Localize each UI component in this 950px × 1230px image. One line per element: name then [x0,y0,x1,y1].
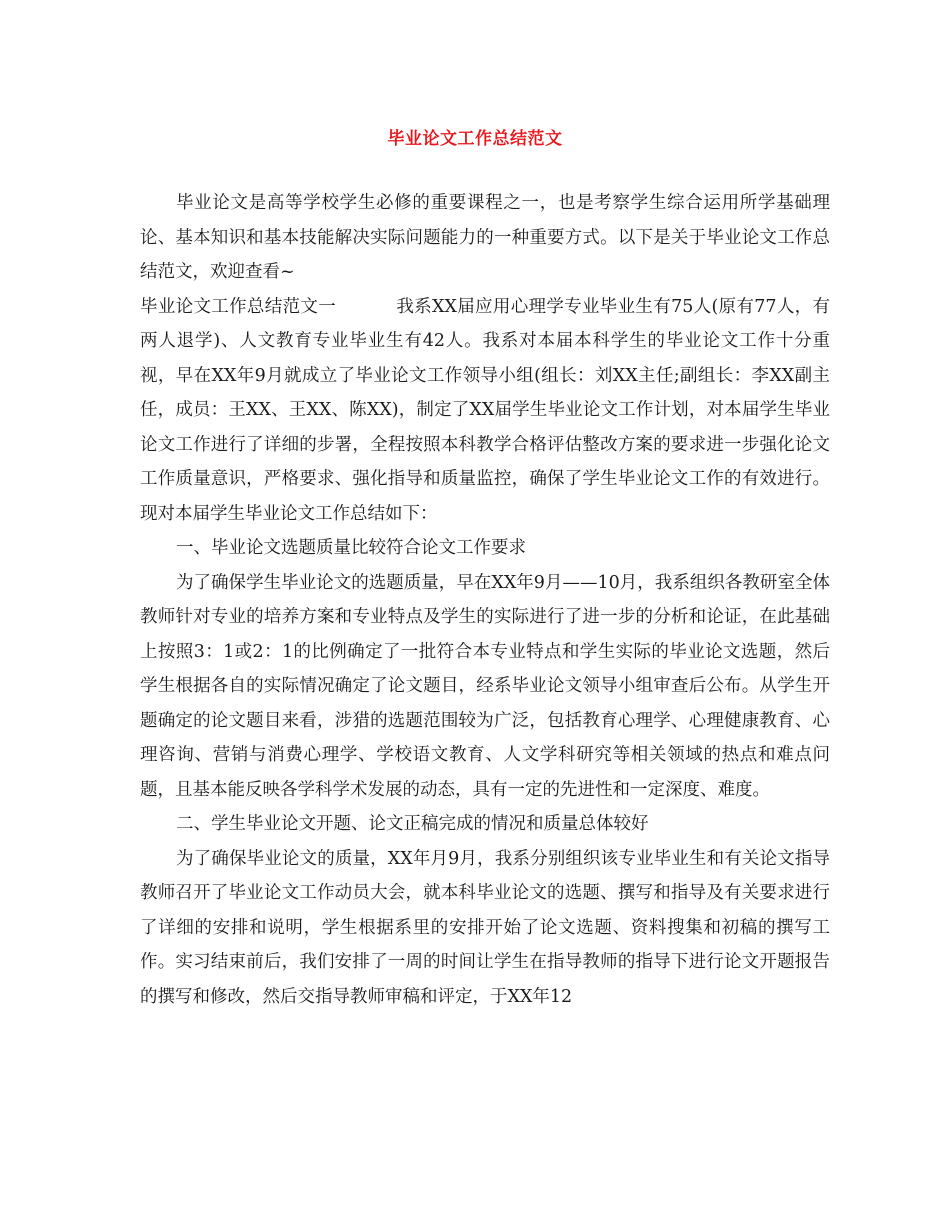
section-one-text: 我系XX届应用心理学专业毕业生有75人(原有77人，有两人退学)、人文教育专业毕业生有42人。我系对本届本科学生的毕业论文工作十分重视，早在XX年9月就成立了毕业论文工作领导小组(组长：刘XX主任;副组长：李XX副主任，成员：王XX、王XX、陈XX)，制定了XX届学生毕业论文工作计划，对本届学生毕业论文工作进行了详细的步署，全程按照本科教学合格评估整改方案的要求进一步强化论文工作质量意识，严格要求、强化指导和质量监控，确保了学生毕业论文工作的有效进行。现对本届学生毕业论文工作总结如下： [140,296,831,524]
paragraph-two: 为了确保毕业论文的质量，XX年月9月，我系分别组织该专业毕业生和有关论文指导教师召开了毕业论文工作动员大会，就本科毕业论文的选题、撰写和指导及有关要求进行了详细的安排和说明，学生根据系里的安排开始了论文选题、资料搜集和初稿的撰写工作。实习结束前后，我们安排了一周的时间让学生在指导教师的指导下进行论文开题报告的撰写和修改，然后交指导教师审稿和评定，于XX年12 [140,848,830,1007]
section-one-paragraph [140,290,830,532]
section-one-label: 毕业论文工作总结范文一 [140,296,337,317]
heading-one: 一、毕业论文选题质量比较符合论文工作要求 [176,538,526,558]
intro-paragraph: 毕业论文是高等学校学生必修的重要课程之一，也是考察学生综合运用所学基础理论、基本知识和基本技能解决实际问题能力的一种重要方式。以下是关于毕业论文工作总结范文，欢迎查看~ [140,193,830,282]
document-body [140,186,830,1014]
document-title: 毕业论文工作总结范文 [387,129,563,149]
paragraph-one: 为了确保学生毕业论文的选题质量，早在XX年9月——10月，我系组织各教研室全体教师针对专业的培养方案和专业特点及学生的实际进行了进一步的分析和论证，在此基础上按照3：1或2：1的比例确定了一批符合本专业特点和学生实际的毕业论文选题，然后学生根据各自的实际情况确定了论文题目，经系毕业论文领导小组审查后公布。从学生开题确定的论文题目来看，涉猎的选题范围较为广泛，包括教育心理学、心理健康教育、心理咨询、营销与消费心理学、学校语文教育、人文学科研究等相关领域的热点和难点问题，且基本能反映各学科学术发展的动态，具有一定的先进性和一定深度、难度。 [140,572,830,800]
heading-two: 二、学生毕业论文开题、论文正稿完成的情况和质量总体较好 [176,814,649,834]
